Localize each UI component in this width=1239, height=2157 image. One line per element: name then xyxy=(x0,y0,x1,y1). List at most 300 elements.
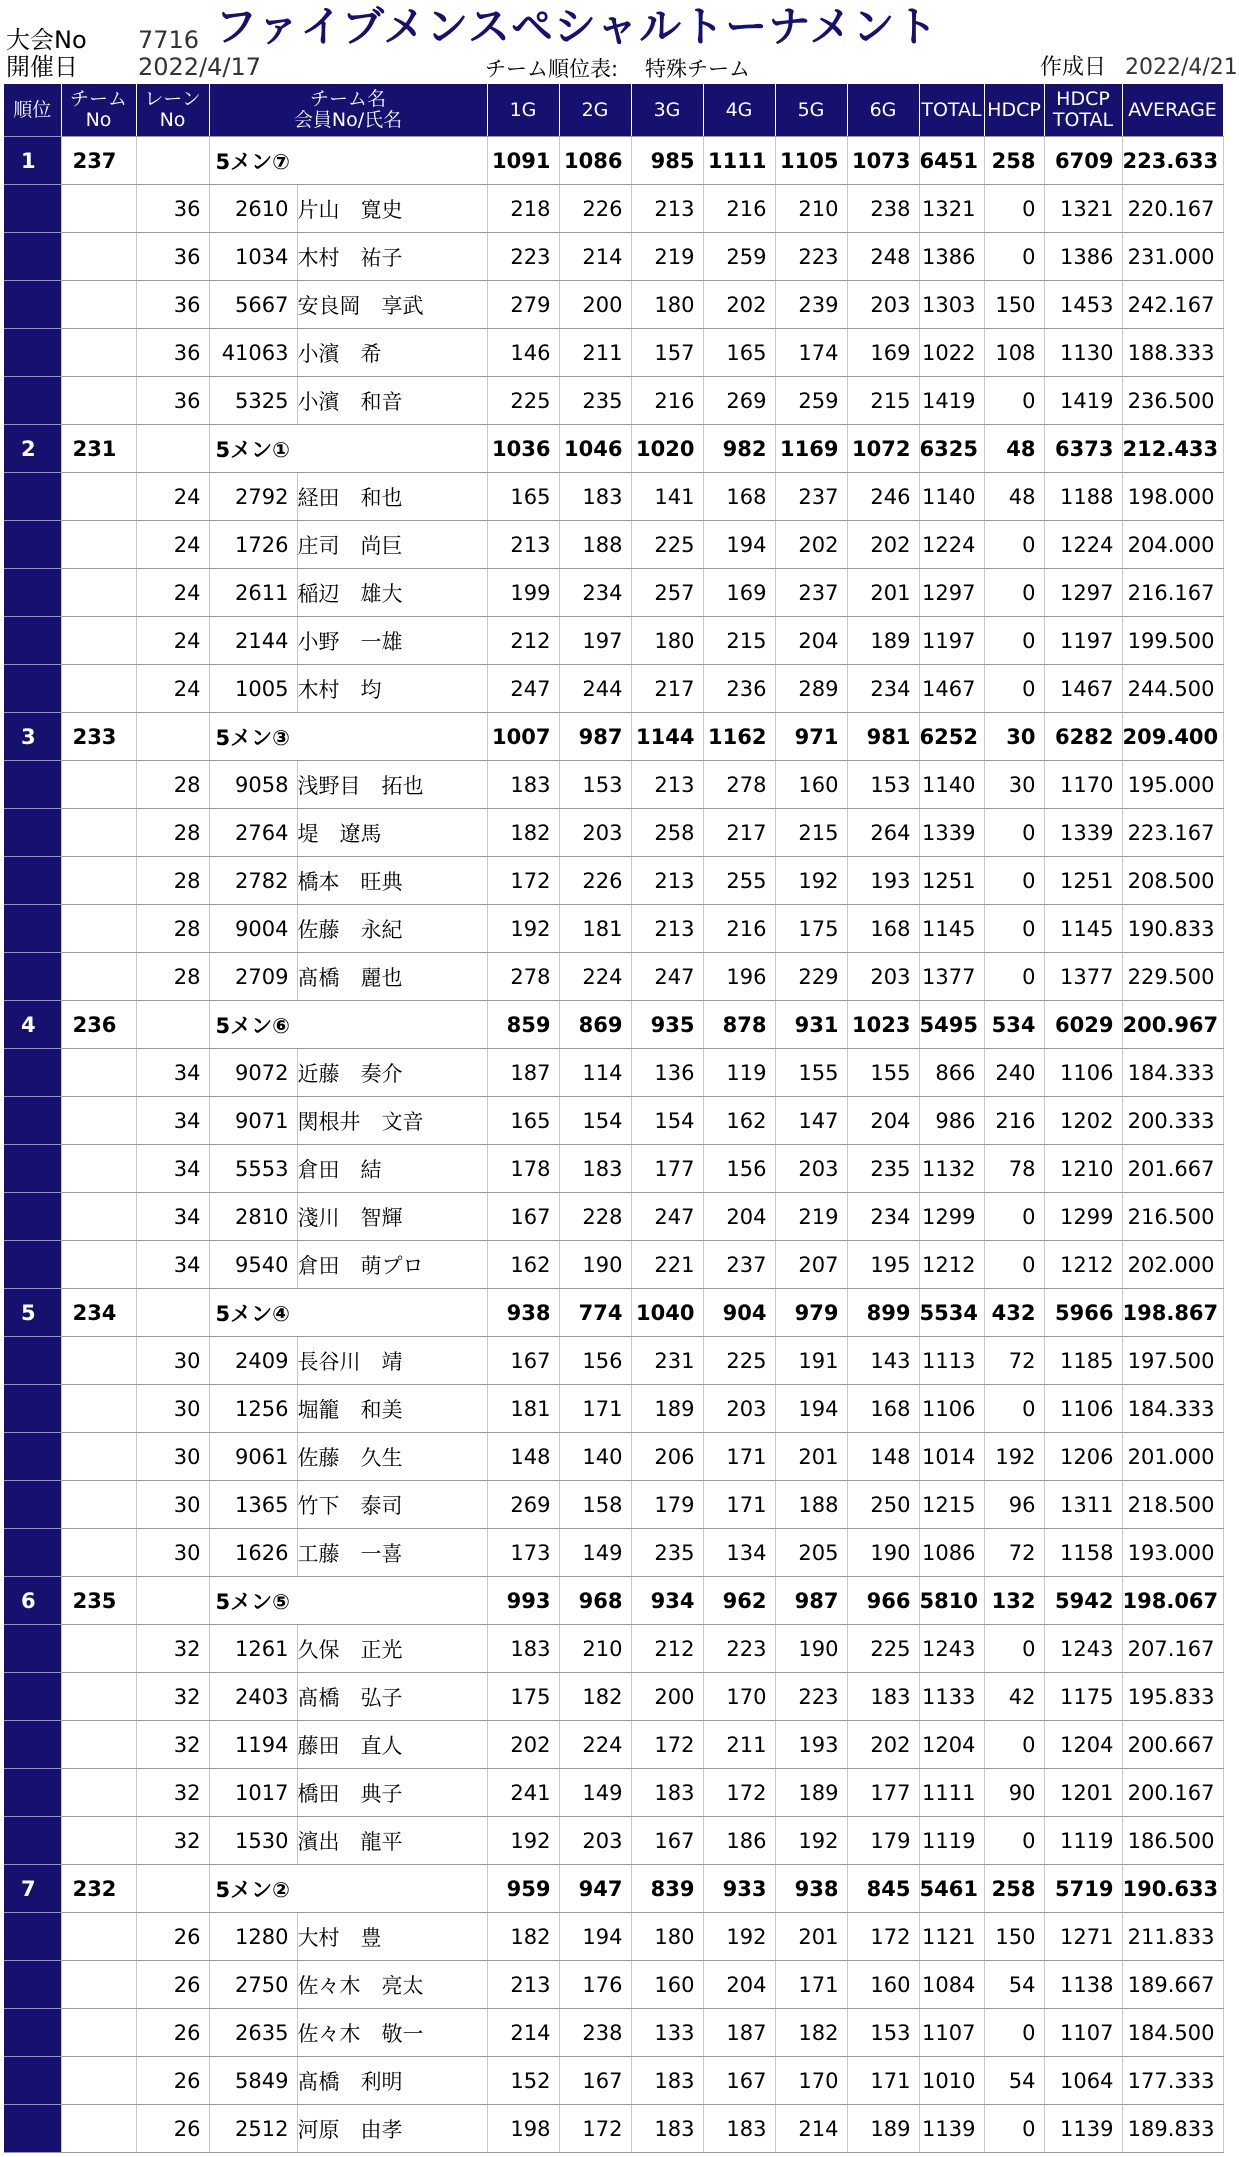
member-average: 229.500 xyxy=(1122,953,1223,1001)
member-game-2: 211 xyxy=(559,329,631,377)
team-game-3: 935 xyxy=(631,1001,703,1049)
member-game-2: 194 xyxy=(559,1913,631,1961)
member-average: 220.167 xyxy=(1122,185,1223,233)
member-game-5: 223 xyxy=(775,233,847,281)
member-game-6: 248 xyxy=(847,233,919,281)
member-total: 1299 xyxy=(919,1193,984,1241)
rank-blank xyxy=(4,905,61,953)
member-lane: 32 xyxy=(136,1721,209,1769)
member-no: 2144 xyxy=(209,617,297,665)
member-game-5: 237 xyxy=(775,569,847,617)
member-hdcp: 48 xyxy=(984,473,1044,521)
team-no-blank xyxy=(61,1625,136,1673)
team-average: 190.633 xyxy=(1122,1865,1223,1913)
member-game-1: 199 xyxy=(487,569,559,617)
member-row xyxy=(4,1673,1223,1721)
team-no-blank xyxy=(61,473,136,521)
team-no-blank xyxy=(61,2009,136,2057)
member-game-2: 228 xyxy=(559,1193,631,1241)
member-hdcp: 0 xyxy=(984,521,1044,569)
team-game-1: 1036 xyxy=(487,425,559,473)
member-game-6: 234 xyxy=(847,1193,919,1241)
member-no: 9061 xyxy=(209,1433,297,1481)
rank-blank xyxy=(4,1625,61,1673)
member-name: 小野 一雄 xyxy=(297,617,487,665)
team-game-2: 947 xyxy=(559,1865,631,1913)
team-no-blank xyxy=(61,1145,136,1193)
member-name: 工藤 一喜 xyxy=(297,1529,487,1577)
member-game-1: 148 xyxy=(487,1433,559,1481)
team-hdcp-total: 6373 xyxy=(1044,425,1122,473)
col-hdcp: HDCP xyxy=(984,84,1044,137)
member-hdcp: 96 xyxy=(984,1481,1044,1529)
member-hdcp-total: 1453 xyxy=(1044,281,1122,329)
member-game-3: 213 xyxy=(631,185,703,233)
team-game-2: 1086 xyxy=(559,137,631,185)
member-name: 濱出 龍平 xyxy=(297,1817,487,1865)
member-game-2: 181 xyxy=(559,905,631,953)
member-game-1: 187 xyxy=(487,1049,559,1097)
team-no-blank xyxy=(61,1961,136,2009)
member-lane: 36 xyxy=(136,233,209,281)
member-row xyxy=(4,1145,1223,1193)
member-game-1: 223 xyxy=(487,233,559,281)
team-no-blank xyxy=(61,1097,136,1145)
member-name: 倉田 結 xyxy=(297,1145,487,1193)
team-game-1: 1091 xyxy=(487,137,559,185)
member-hdcp: 54 xyxy=(984,1961,1044,2009)
team-average: 200.967 xyxy=(1122,1001,1223,1049)
member-lane: 24 xyxy=(136,665,209,713)
col-average: AVERAGE xyxy=(1122,84,1223,137)
member-lane: 32 xyxy=(136,1673,209,1721)
rank-blank xyxy=(4,1913,61,1961)
member-total: 1014 xyxy=(919,1433,984,1481)
member-name: 佐藤 永紀 xyxy=(297,905,487,953)
member-game-2: 188 xyxy=(559,521,631,569)
team-no-blank xyxy=(61,857,136,905)
member-total: 1084 xyxy=(919,1961,984,2009)
member-total: 1119 xyxy=(919,1817,984,1865)
member-name: 小濱 希 xyxy=(297,329,487,377)
member-average: 218.500 xyxy=(1122,1481,1223,1529)
team-no-blank xyxy=(61,233,136,281)
team-row xyxy=(4,1289,1223,1337)
member-game-3: 217 xyxy=(631,665,703,713)
member-lane: 26 xyxy=(136,2009,209,2057)
member-total: 1224 xyxy=(919,521,984,569)
member-row xyxy=(4,185,1223,233)
member-name: 経田 和也 xyxy=(297,473,487,521)
member-average: 184.333 xyxy=(1122,1385,1223,1433)
member-game-1: 182 xyxy=(487,1913,559,1961)
member-game-2: 235 xyxy=(559,377,631,425)
member-average: 198.000 xyxy=(1122,473,1223,521)
col-g4: 4G xyxy=(703,84,775,137)
member-row xyxy=(4,1049,1223,1097)
member-game-4: 255 xyxy=(703,857,775,905)
member-game-1: 225 xyxy=(487,377,559,425)
member-game-2: 200 xyxy=(559,281,631,329)
member-hdcp-total: 1185 xyxy=(1044,1337,1122,1385)
team-game-4: 933 xyxy=(703,1865,775,1913)
member-total: 1140 xyxy=(919,473,984,521)
member-game-6: 153 xyxy=(847,2009,919,2057)
team-total: 6252 xyxy=(919,713,984,761)
event-date: 2022/4/17 xyxy=(138,53,262,81)
member-hdcp: 0 xyxy=(984,1241,1044,1289)
member-hdcp: 0 xyxy=(984,1817,1044,1865)
member-hdcp: 240 xyxy=(984,1049,1044,1097)
team-name: 5メン① xyxy=(209,425,487,473)
member-no: 1626 xyxy=(209,1529,297,1577)
member-average: 197.500 xyxy=(1122,1337,1223,1385)
member-hdcp: 78 xyxy=(984,1145,1044,1193)
member-game-2: 244 xyxy=(559,665,631,713)
member-game-5: 191 xyxy=(775,1337,847,1385)
team-game-1: 993 xyxy=(487,1577,559,1625)
member-hdcp-total: 1210 xyxy=(1044,1145,1122,1193)
member-hdcp: 72 xyxy=(984,1529,1044,1577)
member-game-3: 160 xyxy=(631,1961,703,2009)
team-name: 5メン⑦ xyxy=(209,137,487,185)
member-no: 1256 xyxy=(209,1385,297,1433)
team-total: 5461 xyxy=(919,1865,984,1913)
member-hdcp-total: 1107 xyxy=(1044,2009,1122,2057)
member-game-4: 134 xyxy=(703,1529,775,1577)
member-row xyxy=(4,1433,1223,1481)
member-row xyxy=(4,473,1223,521)
member-no: 1365 xyxy=(209,1481,297,1529)
rank-blank xyxy=(4,185,61,233)
col-lane-no: レーン No xyxy=(136,84,209,137)
member-average: 200.167 xyxy=(1122,1769,1223,1817)
team-hdcp: 48 xyxy=(984,425,1044,473)
rank-blank xyxy=(4,377,61,425)
member-no: 5667 xyxy=(209,281,297,329)
rank-blank xyxy=(4,1337,61,1385)
member-hdcp-total: 1204 xyxy=(1044,1721,1122,1769)
team-game-3: 934 xyxy=(631,1577,703,1625)
member-name: 大村 豊 xyxy=(297,1913,487,1961)
rank-blank xyxy=(4,1049,61,1097)
member-game-2: 224 xyxy=(559,953,631,1001)
member-game-5: 223 xyxy=(775,1673,847,1721)
team-lane-empty xyxy=(136,137,209,185)
member-name: 髙橋 利明 xyxy=(297,2057,487,2105)
member-game-6: 246 xyxy=(847,473,919,521)
member-game-5: 189 xyxy=(775,1769,847,1817)
member-game-5: 175 xyxy=(775,905,847,953)
member-game-1: 192 xyxy=(487,1817,559,1865)
member-game-6: 195 xyxy=(847,1241,919,1289)
member-game-6: 189 xyxy=(847,2105,919,2153)
member-hdcp-total: 1139 xyxy=(1044,2105,1122,2153)
member-hdcp-total: 1106 xyxy=(1044,1385,1122,1433)
member-game-6: 155 xyxy=(847,1049,919,1097)
member-name: 河原 由孝 xyxy=(297,2105,487,2153)
member-total: 1086 xyxy=(919,1529,984,1577)
member-game-2: 203 xyxy=(559,1817,631,1865)
team-no-blank xyxy=(61,1817,136,1865)
member-hdcp: 108 xyxy=(984,329,1044,377)
member-game-2: 114 xyxy=(559,1049,631,1097)
member-no: 2764 xyxy=(209,809,297,857)
rank-blank xyxy=(4,1961,61,2009)
member-game-5: 188 xyxy=(775,1481,847,1529)
team-game-3: 1144 xyxy=(631,713,703,761)
member-game-5: 210 xyxy=(775,185,847,233)
member-game-2: 149 xyxy=(559,1529,631,1577)
member-game-3: 183 xyxy=(631,2057,703,2105)
member-row xyxy=(4,1625,1223,1673)
member-game-6: 202 xyxy=(847,1721,919,1769)
team-game-4: 962 xyxy=(703,1577,775,1625)
team-average: 212.433 xyxy=(1122,425,1223,473)
member-average: 208.500 xyxy=(1122,857,1223,905)
team-no-blank xyxy=(61,905,136,953)
created-date: 2022/4/21 xyxy=(1125,55,1238,80)
member-game-5: 229 xyxy=(775,953,847,1001)
member-game-5: 182 xyxy=(775,2009,847,2057)
member-no: 9071 xyxy=(209,1097,297,1145)
member-game-4: 259 xyxy=(703,233,775,281)
team-hdcp-total: 5719 xyxy=(1044,1865,1122,1913)
member-game-2: 238 xyxy=(559,2009,631,2057)
member-game-1: 183 xyxy=(487,1625,559,1673)
team-hdcp: 534 xyxy=(984,1001,1044,1049)
member-game-3: 180 xyxy=(631,617,703,665)
team-game-1: 859 xyxy=(487,1001,559,1049)
team-rank: 6 xyxy=(4,1577,61,1625)
report-label: チーム順位表: xyxy=(485,57,619,81)
member-game-4: 183 xyxy=(703,2105,775,2153)
team-hdcp-total: 6029 xyxy=(1044,1001,1122,1049)
member-name: 長谷川 靖 xyxy=(297,1337,487,1385)
member-game-6: 171 xyxy=(847,2057,919,2105)
member-game-3: 213 xyxy=(631,761,703,809)
member-no: 2750 xyxy=(209,1961,297,2009)
team-total: 5495 xyxy=(919,1001,984,1049)
member-game-6: 189 xyxy=(847,617,919,665)
member-hdcp: 30 xyxy=(984,761,1044,809)
team-no-blank xyxy=(61,953,136,1001)
member-lane: 26 xyxy=(136,2105,209,2153)
team-game-3: 985 xyxy=(631,137,703,185)
member-hdcp-total: 1419 xyxy=(1044,377,1122,425)
member-average: 184.500 xyxy=(1122,2009,1223,2057)
member-hdcp: 0 xyxy=(984,1625,1044,1673)
member-game-3: 172 xyxy=(631,1721,703,1769)
member-game-6: 250 xyxy=(847,1481,919,1529)
member-game-3: 225 xyxy=(631,521,703,569)
member-game-3: 200 xyxy=(631,1673,703,1721)
member-row xyxy=(4,1721,1223,1769)
member-hdcp: 0 xyxy=(984,905,1044,953)
team-no-blank xyxy=(61,521,136,569)
member-hdcp-total: 1130 xyxy=(1044,329,1122,377)
team-game-6: 1073 xyxy=(847,137,919,185)
member-game-6: 225 xyxy=(847,1625,919,1673)
member-lane: 26 xyxy=(136,2057,209,2105)
member-name: 橋田 典子 xyxy=(297,1769,487,1817)
member-row xyxy=(4,809,1223,857)
team-no-blank xyxy=(61,1721,136,1769)
team-game-5: 1105 xyxy=(775,137,847,185)
member-game-5: 214 xyxy=(775,2105,847,2153)
team-game-5: 987 xyxy=(775,1577,847,1625)
member-game-2: 190 xyxy=(559,1241,631,1289)
team-rank: 2 xyxy=(4,425,61,473)
member-name: 髙橋 弘子 xyxy=(297,1673,487,1721)
team-row xyxy=(4,1577,1223,1625)
member-lane: 32 xyxy=(136,1769,209,1817)
member-total: 1106 xyxy=(919,1385,984,1433)
member-row xyxy=(4,1097,1223,1145)
member-hdcp: 0 xyxy=(984,2105,1044,2153)
member-no: 2635 xyxy=(209,2009,297,2057)
rank-blank xyxy=(4,2105,61,2153)
member-game-5: 201 xyxy=(775,1913,847,1961)
member-game-4: 187 xyxy=(703,2009,775,2057)
member-row xyxy=(4,521,1223,569)
member-hdcp: 0 xyxy=(984,809,1044,857)
member-average: 189.833 xyxy=(1122,2105,1223,2153)
member-hdcp-total: 1321 xyxy=(1044,185,1122,233)
member-average: 202.000 xyxy=(1122,1241,1223,1289)
member-average: 244.500 xyxy=(1122,665,1223,713)
member-no: 9540 xyxy=(209,1241,297,1289)
member-game-1: 279 xyxy=(487,281,559,329)
member-game-4: 216 xyxy=(703,905,775,953)
member-lane: 28 xyxy=(136,857,209,905)
member-total: 1297 xyxy=(919,569,984,617)
team-no-blank xyxy=(61,809,136,857)
member-game-1: 146 xyxy=(487,329,559,377)
member-lane: 30 xyxy=(136,1481,209,1529)
team-game-5: 938 xyxy=(775,1865,847,1913)
member-lane: 30 xyxy=(136,1337,209,1385)
member-no: 5553 xyxy=(209,1145,297,1193)
member-row xyxy=(4,1913,1223,1961)
team-game-2: 869 xyxy=(559,1001,631,1049)
member-name: 竹下 泰司 xyxy=(297,1481,487,1529)
member-game-5: 237 xyxy=(775,473,847,521)
rank-blank xyxy=(4,617,61,665)
member-hdcp: 150 xyxy=(984,281,1044,329)
member-game-3: 257 xyxy=(631,569,703,617)
member-total: 1022 xyxy=(919,329,984,377)
member-game-1: 167 xyxy=(487,1193,559,1241)
member-hdcp: 0 xyxy=(984,377,1044,425)
team-hdcp: 258 xyxy=(984,1865,1044,1913)
team-game-6: 1072 xyxy=(847,425,919,473)
team-game-4: 878 xyxy=(703,1001,775,1049)
member-game-4: 168 xyxy=(703,473,775,521)
member-total: 1339 xyxy=(919,809,984,857)
member-hdcp-total: 1467 xyxy=(1044,665,1122,713)
member-game-6: 264 xyxy=(847,809,919,857)
member-total: 1419 xyxy=(919,377,984,425)
member-average: 188.333 xyxy=(1122,329,1223,377)
member-game-2: 234 xyxy=(559,569,631,617)
team-game-1: 1007 xyxy=(487,713,559,761)
member-hdcp: 150 xyxy=(984,1913,1044,1961)
member-hdcp-total: 1212 xyxy=(1044,1241,1122,1289)
col-total: TOTAL xyxy=(919,84,984,137)
member-game-4: 192 xyxy=(703,1913,775,1961)
member-row xyxy=(4,233,1223,281)
member-game-3: 231 xyxy=(631,1337,703,1385)
member-game-3: 133 xyxy=(631,2009,703,2057)
member-total: 1377 xyxy=(919,953,984,1001)
member-no: 5325 xyxy=(209,377,297,425)
member-hdcp-total: 1224 xyxy=(1044,521,1122,569)
rank-blank xyxy=(4,1433,61,1481)
member-row xyxy=(4,1193,1223,1241)
member-game-4: 196 xyxy=(703,953,775,1001)
team-game-3: 1040 xyxy=(631,1289,703,1337)
member-name: 淺川 智輝 xyxy=(297,1193,487,1241)
member-lane: 36 xyxy=(136,281,209,329)
member-average: 216.167 xyxy=(1122,569,1223,617)
team-hdcp-total: 6709 xyxy=(1044,137,1122,185)
member-row xyxy=(4,1961,1223,2009)
member-game-2: 226 xyxy=(559,185,631,233)
member-no: 2709 xyxy=(209,953,297,1001)
member-hdcp-total: 1299 xyxy=(1044,1193,1122,1241)
member-game-5: 205 xyxy=(775,1529,847,1577)
member-hdcp: 0 xyxy=(984,617,1044,665)
member-game-1: 182 xyxy=(487,809,559,857)
member-game-3: 216 xyxy=(631,377,703,425)
member-game-4: 156 xyxy=(703,1145,775,1193)
member-hdcp: 192 xyxy=(984,1433,1044,1481)
member-game-6: 153 xyxy=(847,761,919,809)
member-game-2: 156 xyxy=(559,1337,631,1385)
team-average: 209.400 xyxy=(1122,713,1223,761)
team-no-blank xyxy=(61,1769,136,1817)
member-game-5: 155 xyxy=(775,1049,847,1097)
team-no-blank xyxy=(61,2057,136,2105)
team-rank: 5 xyxy=(4,1289,61,1337)
member-average: 231.000 xyxy=(1122,233,1223,281)
rank-blank xyxy=(4,521,61,569)
member-total: 1321 xyxy=(919,185,984,233)
rank-blank xyxy=(4,569,61,617)
member-row xyxy=(4,329,1223,377)
member-no: 9004 xyxy=(209,905,297,953)
member-hdcp-total: 1377 xyxy=(1044,953,1122,1001)
member-name: 堀籠 和美 xyxy=(297,1385,487,1433)
member-game-1: 218 xyxy=(487,185,559,233)
member-game-5: 147 xyxy=(775,1097,847,1145)
member-game-1: 241 xyxy=(487,1769,559,1817)
team-no: 233 xyxy=(61,713,136,761)
member-lane: 30 xyxy=(136,1433,209,1481)
team-no-blank xyxy=(61,761,136,809)
rank-blank xyxy=(4,473,61,521)
member-hdcp-total: 1339 xyxy=(1044,809,1122,857)
member-game-2: 140 xyxy=(559,1433,631,1481)
member-total: 1215 xyxy=(919,1481,984,1529)
member-hdcp-total: 1064 xyxy=(1044,2057,1122,2105)
member-hdcp-total: 1119 xyxy=(1044,1817,1122,1865)
member-game-6: 238 xyxy=(847,185,919,233)
member-lane: 26 xyxy=(136,1961,209,2009)
member-total: 1010 xyxy=(919,2057,984,2105)
member-name: 佐々木 敬一 xyxy=(297,2009,487,2057)
